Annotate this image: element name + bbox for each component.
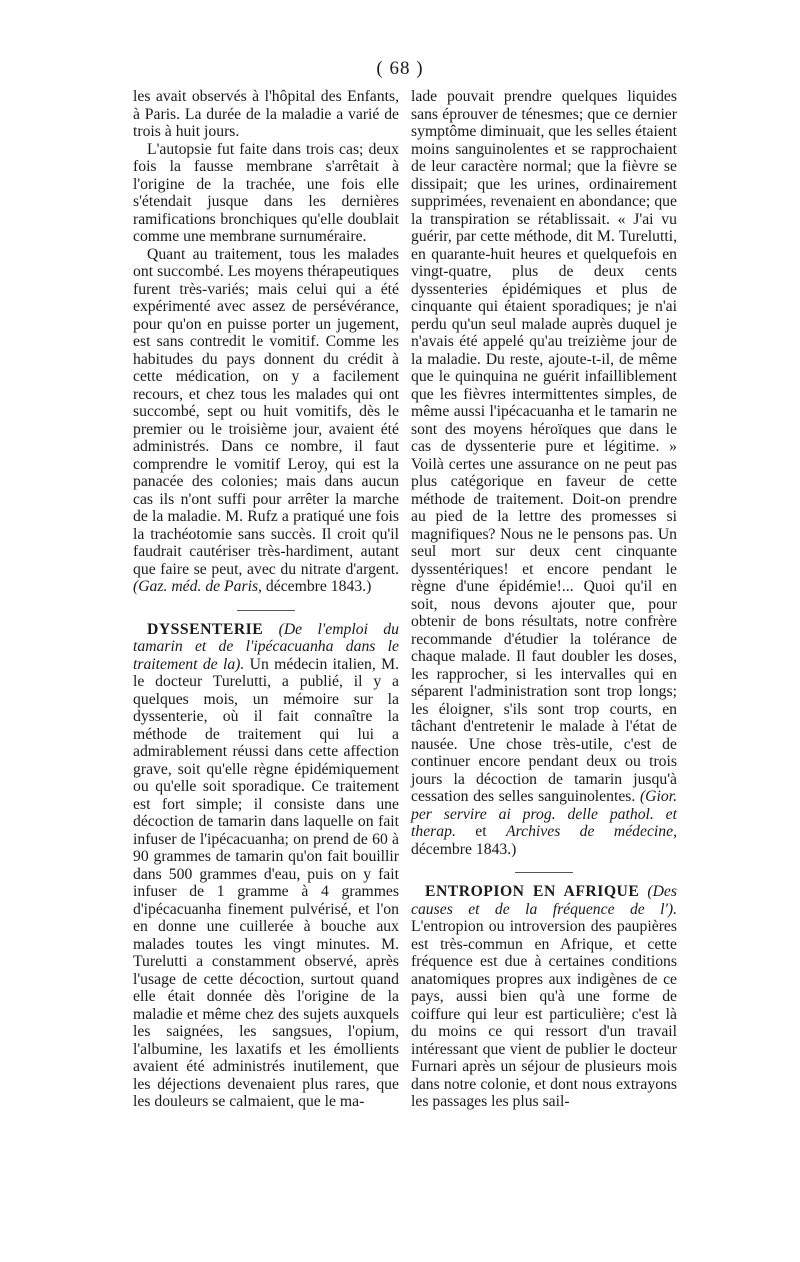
citation-journal: Archives de médecine,: [506, 823, 678, 840]
article-body: Un médecin italien, M. le docteur Turelutti, a publié, il y a quelques mois, un mémoire sur la dyssenterie, où il fait connaître la méthode de traitement qui lui a admirablement réussi dans cette affection grave, soit qu'elle règne épidémiquement ou qu'elle soit sporadique. Ce traitement est fort simple; il consiste dans une décoction de tamarin dans laquelle on fait infuser de l'ipécacuanha; on prend de 60 à 90 grammes de tamarin qu'on fait bouillir dans 500 grammes d'eau, puis on y fait infuser de 1 gramme à 4 grammes d'ipécacuanha finement pulvérisé, et l'on en donne une cuillerée à bouche aux malades toutes les vingt minutes. M. Turelutti a constamment observé, après l'usage de cette décoction, surtout quand elle était donnée dès l'origine de la maladie et même chez des sujets auxquels les saignées, les sangsues, l'opium, l'albumine, les laxatifs et les émollients avaient été administrés inutilement, que les déjections devenaient plus rares, que les douleurs se calmaient, que le ma-: [133, 655, 400, 1110]
citation-date: décembre 1843.): [411, 840, 517, 858]
article-body: L'entropion ou introversion des paupières est très-commun en Afrique, et cette fréquence est due à certaines conditions anatomiques propres aux indigènes de ce pays, aussi bien qu'à une forme de coiffure qui leur est particulière; c'est là du moins ce qui ressort d'un travail intéressant que vient de publier le docteur Furnari après un séjour de plusieurs mois dans notre colonie, et dont nous extrayons les passages les plus sail-: [411, 918, 677, 1110]
article-subtitle: (Des causes et de la fréquence de l').: [411, 883, 677, 918]
paragraph: [133, 246, 399, 596]
article-paragraph: [411, 883, 677, 1111]
citation-conjunction: et: [475, 823, 487, 840]
section-divider: [515, 872, 573, 873]
paragraph-text: lade pouvait prendre quelques liquides sans éprouver de ténesmes; que ce dernier symptôme diminuait, que les selles étaient moins sanguinolentes et se rapprochaient de leur caractère normal; que la fièvre se dissipait; que les urines, ordinairement supprimées, revenaient en abondance; que la transpiration se rétablissait. « J'ai vu guérir, par cette méthode, dit M. Turelutti, en quarante-huit heures et quelquefois en vingt-quatre, plus de deux cents dyssenteries épidémiques et plus de cinquante qui étaient sporadiques; je n'ai perdu qu'un seul malade auprès duquel je n'avais été appelé qu'au treizième jour de la maladie. Du reste, ajoute-t-il, de même que le quinquina ne guérit infailliblement que les fièvres intermittentes simples, de même aussi l'ipécacuanha et le tamarin ne sont des moyens héroïques que dans le cas de dyssenterie pure et légitime. » Voilà certes une assurance on ne peut pas plus catégorique en faveur de cette méthode de traitement. Doit-on prendre au pied de la lettre des promesses si magnifiques? Nous ne le pensons pas. Un seul mort sur deux cent cinquante dyssentériques! et encore pendant le règne d'une épidémie!... Quoi qu'il en soit, nous devons ajouter que, pour obtenir de bons résultats, notre confrère recommande d'étudier la tolérance de chaque malade. Il faut doubler les doses, les rapprocher, si les intervalles qui en séparent l'administration sont trop longs; les éloigner, s'ils sont trop courts, en tâchant d'entretenir le malade à l'état de nausée. Une chose très-utile, c'est de continuer encore pendant deux ou trois jours la décoction de tamarin jusqu'à cessation des selles sanguinolentes.: [411, 88, 677, 805]
article-heading: ENTROPION EN AFRIQUE: [425, 883, 640, 900]
article-paragraph: [133, 621, 399, 1111]
left-column: [133, 88, 399, 1111]
citation: (Gior. per servire ai prog. delle pathol. et therap.: [411, 788, 677, 840]
paragraph-text: Quant au traitement, tous les malades ont succombé. Les moyens thérapeutiques furent très-variés; mais celui qui a été expérimenté avec assez de persévérance, pour qu'on en puisse porter un jugement, est sans contredit le vomitif. Comme les habitudes du pays donnent du crédit à cette médication, on y a facilement recours, et chez tous les malades qui ont succombé, sept ou huit vomitifs, dès le premier ou le troisième jour, avaient été administrés. Dans ce nombre, il faut comprendre le vomitif Leroy, qui est la panacée des colonies; mais dans aucun cas ils n'ont suffi pour arrêter la marche de la maladie. M. Rufz a pratiqué une fois la trachéotomie sans succès. Il croit qu'il faudrait cautériser très-hardiment, autant que faire se peut, avec du nitrate d'argent.: [133, 245, 399, 578]
paragraph: les avait observés à l'hôpital des Enfants, à Paris. La durée de la maladie a varié de trois à huit jours.: [133, 88, 399, 140]
article-heading: DYSSENTERIE: [147, 620, 264, 638]
page-number: ( 68 ): [376, 58, 424, 79]
paragraph: L'autopsie fut faite dans trois cas; deux fois la fausse membrane s'arrêtait à l'origine de la trachée, une fois elle s'étendait jusque dans les dernières ramifications bronchiques qu'elle doublait comme une membrane surnuméraire.: [133, 140, 399, 245]
right-column: [411, 88, 677, 1111]
citation: (Gaz. méd. de Paris,: [133, 578, 262, 595]
section-divider: [237, 610, 295, 611]
article-subtitle: (De l'emploi du tamarin et de l'ipécacuanha dans le traitement de la).: [133, 620, 399, 673]
citation-date: décembre 1843.): [265, 578, 372, 595]
paragraph: [411, 88, 677, 858]
